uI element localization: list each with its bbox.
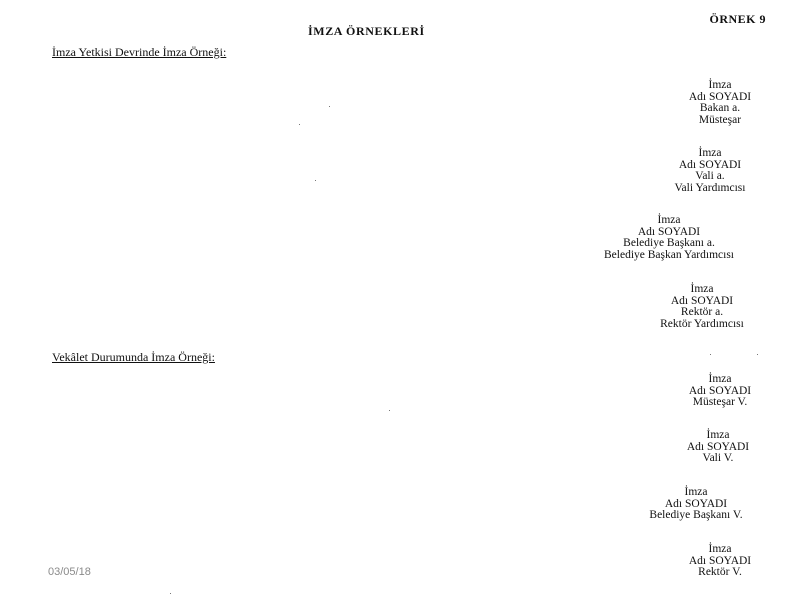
scan-speck [329, 106, 330, 107]
signature-block-governor-proxy [670, 430, 766, 465]
signature-title: Vali Yardımcısı [674, 181, 746, 194]
signature-title: Müsteşar V. [692, 396, 748, 408]
signature-title: Rektör V. [698, 566, 742, 578]
signature-block-mayor [570, 215, 768, 261]
signature-block-undersecretary-proxy [672, 374, 768, 409]
signature-role: Belediye Başkanı a. [623, 237, 715, 249]
signature-name: Adı SOYADI [678, 158, 742, 171]
signature-role: Vali a. [695, 170, 725, 182]
signature-line: İmza [708, 543, 732, 555]
footer-date: 03/05/18 [48, 566, 91, 578]
signature-block-rector [636, 284, 768, 330]
example-number: ÖRNEK 9 [709, 12, 766, 26]
signature-title: Rektör Yardımcısı [660, 317, 744, 330]
signature-role: Rektör a. [680, 306, 724, 318]
scan-speck [710, 354, 711, 355]
signature-role: Bakan a. [699, 102, 741, 114]
signature-name: Adı SOYADI [664, 497, 728, 510]
scan-speck [389, 410, 390, 411]
signature-line: İmza [708, 373, 732, 385]
signature-title: Belediye Başkanı V. [649, 509, 743, 521]
signature-name: Adı SOYADI [688, 554, 752, 567]
signature-name: Adı SOYADI [637, 225, 701, 238]
signature-title: Vali V. [702, 452, 734, 464]
signature-line: İmza [657, 214, 681, 226]
signature-line: İmza [698, 147, 722, 159]
signature-block-governor [654, 148, 766, 194]
signature-name: Adı SOYADI [686, 440, 750, 453]
scan-speck [315, 180, 316, 181]
signature-name: Adı SOYADI [688, 90, 752, 103]
signature-name: Adı SOYADI [670, 294, 734, 307]
section-heading-proxy: Vekâlet Durumunda İmza Örneği: [52, 350, 215, 364]
scan-speck [757, 354, 758, 355]
signature-line: İmza [684, 486, 708, 498]
document-title: İMZA ÖRNEKLERİ [308, 24, 425, 38]
signature-line: İmza [706, 429, 730, 441]
signature-block-mayor-proxy [624, 487, 768, 522]
signature-title: Müsteşar [698, 113, 742, 126]
signature-title: Belediye Başkan Yardımcısı [604, 248, 734, 261]
signature-block-rector-proxy [672, 544, 768, 579]
signature-name: Adı SOYADI [688, 384, 752, 397]
scan-speck [170, 593, 171, 594]
signature-line: İmza [708, 79, 732, 91]
signature-line: İmza [690, 283, 714, 295]
signature-block-minister [674, 80, 766, 126]
section-heading-delegation: İmza Yetkisi Devrinde İmza Örneği: [52, 45, 227, 59]
scan-speck [299, 124, 300, 125]
